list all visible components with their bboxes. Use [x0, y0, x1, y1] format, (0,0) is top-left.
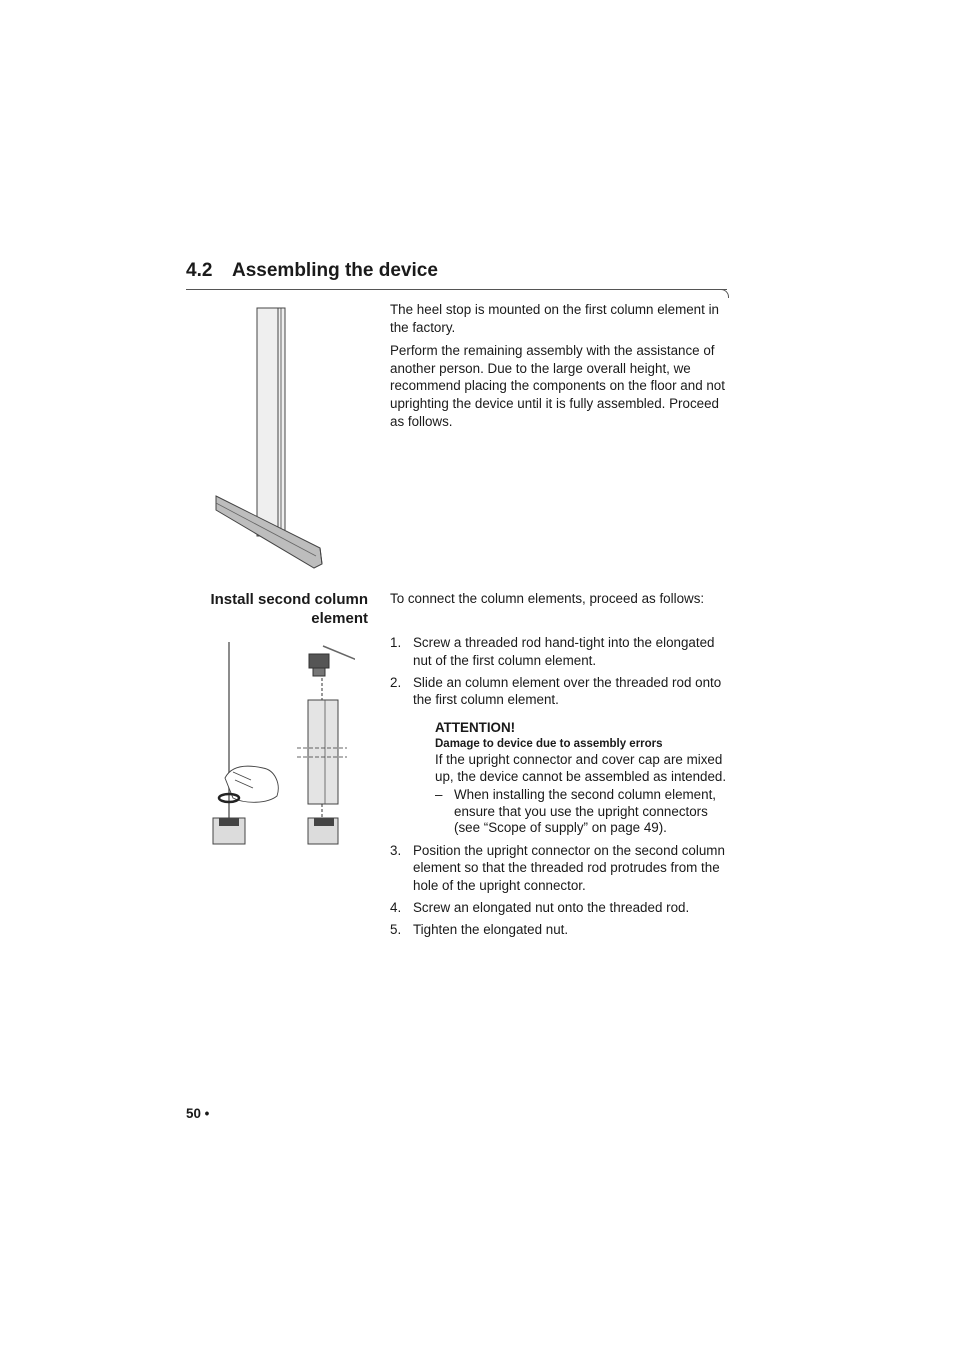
step-text: Slide an column element over the threaded rod onto the first column element. — [413, 674, 722, 708]
column-heel-stop-illustration — [210, 300, 370, 575]
intro-paragraph-2: Perform the remaining assembly with the assistance of another person. Due to the large overall height, we recommend placing the components on the floor and not uprighting the device until it is fully assembled. Proceed as follows. — [390, 343, 725, 429]
attention-text: If the upright connector and cover cap are mixed up, the device cannot be assembled as intended. — [435, 752, 727, 784]
intro-text — [390, 301, 732, 436]
list-item — [390, 634, 732, 669]
list-item — [390, 674, 732, 709]
attention-bullet-text: When installing the second column element, ensure that you use the upright connectors (see “Scope of supply” on page 49). — [454, 787, 717, 836]
attention-subtitle: Damage to device due to assembly errors — [435, 738, 663, 751]
attention-bullet — [435, 787, 732, 836]
step-text: Tighten the elongated nut. — [413, 921, 569, 937]
install-lead: To connect the column elements, proceed as follows: — [390, 591, 705, 606]
step-text: Screw a threaded rod hand-tight into the elongated nut of the first column element. — [413, 635, 715, 668]
step-text: Screw an elongated nut onto the threaded rod. — [413, 899, 690, 915]
step-number: 4. — [390, 899, 402, 915]
page-number: 50 • — [186, 1106, 210, 1121]
list-item — [390, 899, 732, 917]
install-heading: Install second column element — [210, 591, 368, 627]
section-heading — [186, 260, 438, 282]
step-number: 2. — [390, 674, 402, 690]
heading-rule — [186, 289, 727, 290]
section-title: Assembling the device — [232, 260, 438, 281]
list-item — [390, 842, 732, 895]
section-number: 4.2 — [186, 260, 213, 281]
bullet-dash: – — [435, 787, 443, 803]
attention-title: ATTENTION! — [435, 719, 516, 735]
column-connection-illustration — [205, 638, 355, 846]
steps-list — [390, 634, 732, 943]
heading-rule-tip — [720, 289, 729, 298]
step-text: Position the upright connector on the second column element so that the threaded rod protrudes from the hole of the upright connector. — [413, 842, 725, 893]
step-number: 3. — [390, 842, 402, 858]
intro-paragraph-1: The heel stop is mounted on the first column element in the factory. — [390, 302, 719, 335]
list-item — [390, 921, 732, 939]
step-number: 5. — [390, 921, 402, 937]
attention-box — [435, 719, 732, 837]
step-number: 1. — [390, 635, 402, 650]
